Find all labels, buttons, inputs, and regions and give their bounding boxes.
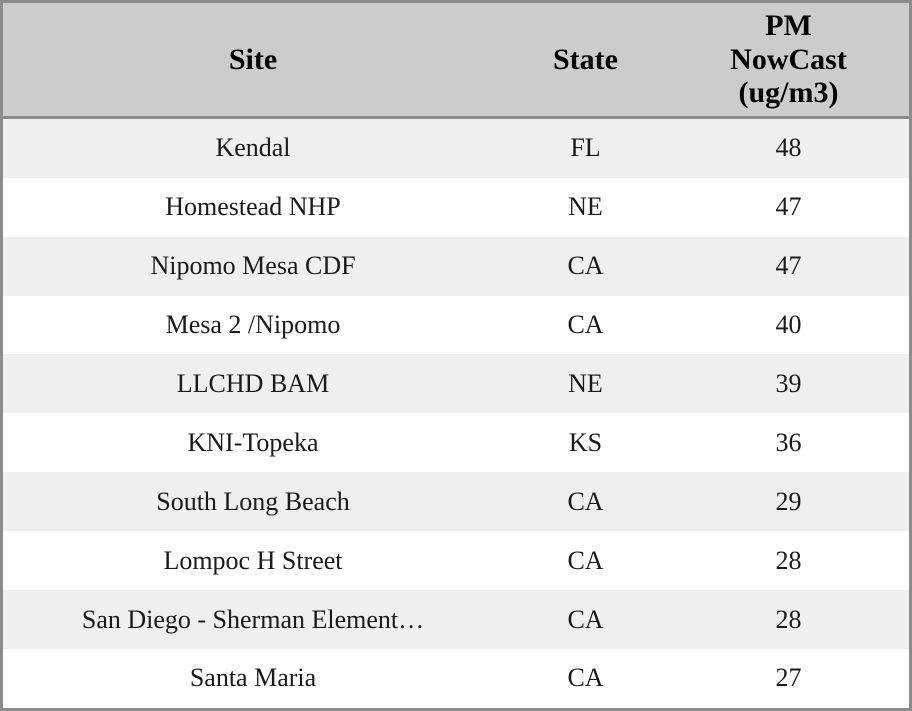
column-header-site[interactable]: Site (3, 3, 503, 117)
cell-pm-nowcast: 39 (668, 354, 909, 413)
air-quality-table (3, 3, 909, 708)
column-header-pm-nowcast-line1: PM (765, 9, 812, 42)
table-header-row (3, 3, 909, 117)
cell-site: Homestead NHP (3, 178, 503, 237)
cell-pm-nowcast: 28 (668, 531, 909, 590)
cell-state: FL (503, 117, 668, 177)
cell-pm-nowcast: 40 (668, 296, 909, 355)
column-header-pm-nowcast-line3: (ug/m3) (738, 76, 839, 110)
table-row[interactable] (3, 590, 909, 649)
cell-site: Nipomo Mesa CDF (3, 237, 503, 296)
cell-site: Santa Maria (3, 649, 503, 708)
cell-state: CA (503, 472, 668, 531)
cell-state: NE (503, 354, 668, 413)
table-body (3, 117, 909, 708)
cell-pm-nowcast: 47 (668, 237, 909, 296)
cell-state: KS (503, 413, 668, 472)
cell-pm-nowcast: 27 (668, 649, 909, 708)
table-row[interactable] (3, 531, 909, 590)
cell-state: CA (503, 531, 668, 590)
table-row[interactable] (3, 354, 909, 413)
cell-state: NE (503, 178, 668, 237)
column-header-state[interactable]: State (503, 3, 668, 117)
table-row[interactable] (3, 178, 909, 237)
cell-site: KNI-Topeka (3, 413, 503, 472)
cell-state: CA (503, 237, 668, 296)
cell-pm-nowcast: 47 (668, 178, 909, 237)
cell-site: Mesa 2 /Nipomo (3, 296, 503, 355)
table-header (3, 3, 909, 117)
cell-site: South Long Beach (3, 472, 503, 531)
cell-pm-nowcast: 48 (668, 117, 909, 177)
column-header-pm-nowcast-line2: NowCast (730, 42, 847, 76)
cell-pm-nowcast: 28 (668, 590, 909, 649)
cell-state: CA (503, 649, 668, 708)
table-row[interactable] (3, 296, 909, 355)
table-row[interactable] (3, 472, 909, 531)
cell-site: Kendal (3, 117, 503, 177)
table-row[interactable] (3, 649, 909, 708)
cell-site: Lompoc H Street (3, 531, 503, 590)
table-row[interactable] (3, 117, 909, 177)
cell-site: San Diego - Sherman Element… (3, 590, 503, 649)
cell-site: LLCHD BAM (3, 354, 503, 413)
cell-pm-nowcast: 36 (668, 413, 909, 472)
cell-state: CA (503, 296, 668, 355)
table-row[interactable] (3, 413, 909, 472)
column-header-pm-nowcast[interactable] (668, 3, 909, 117)
table-row[interactable] (3, 237, 909, 296)
cell-pm-nowcast: 29 (668, 472, 909, 531)
cell-state: CA (503, 590, 668, 649)
